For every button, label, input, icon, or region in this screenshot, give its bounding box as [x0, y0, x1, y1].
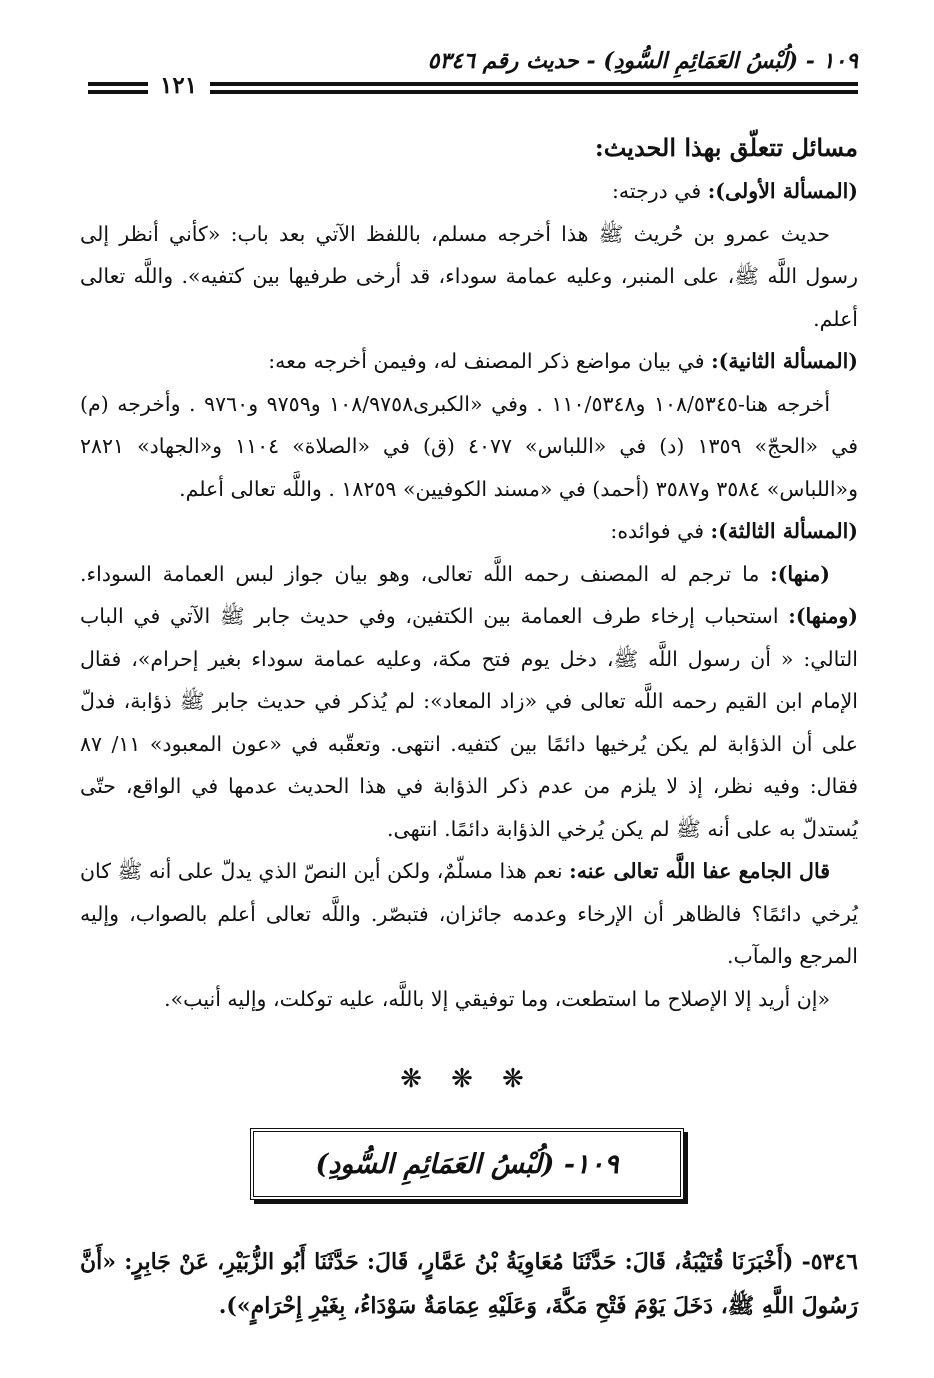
closing-quote: «إن أريد إلا الإصلاح ما استطعت، وما توفيقي إلا باللَّه، عليه توكلت، وإليه أنيب». [164, 986, 830, 1011]
hadith-text: ٥٣٤٦- (أَخْبَرَنَا قُتَيْبَةُ، قَالَ: حَدَّثَنَا مُعَاوِيَةُ بْنُ عَمَّارٍ، قَالَ: حَدَّثَنَا أَبُو الزُّبَيْرِ، عَنْ جَابِرٍ: «أَنَّ رَسُولَ اللَّهِ ﷺ، دَخَلَ يَوْمَ فَتْحِ مَكَّةَ، وَعَلَيْهِ عِمَامَةٌ سَوْدَاءُ، بِغَيْرِ إِحْرَامٍ»). [80, 1249, 858, 1319]
issue-heading: في فوائده: [610, 519, 711, 543]
benefit-text: استحباب إرخاء طرف العمامة بين الكتفين، وفي حديث جابر ﷺ الآتي في الباب التالي: « أن رسول اللَّه ﷺ، دخل يوم فتح مكة، وعليه عمامة سوداء بغير إحرام»، فقال الإمام ابن القيم رحمه اللَّه تعالى في «زاد المعاد»: لم يُذكر في حديث جابر ﷺ ذؤابة، فدلّ على أن الذؤابة لم يكن يُرخيها دائمًا بين كتفيه. انتهى. وتعقّبه في «عون المعبود» ١١/ ٨٧ فقال: وفيه نظر، إذ لا يلزم من عدم ذكر الذؤابة في هذا الحديث عدمها في الواقع، حتّى يُستدلّ به على أنه ﷺ لم يكن يُرخي الذؤابة دائمًا. انتهى. [80, 604, 858, 841]
hadith-text-block [80, 1240, 858, 1328]
issue-three-text [80, 553, 858, 851]
compiler-comment [80, 850, 858, 978]
header-rule [210, 90, 858, 94]
benefit-label: (منها): [770, 561, 830, 586]
issue-label: (المسألة الأولى): [707, 179, 858, 203]
issue-two-text: أخرجه هنا-١٠٨/٥٣٤٥ و١١٠/٥٣٤٨ . وفي «الكبرى١٠٨/٩٧٥٨ و٩٧٥٩ و٩٧٦٠ . وأخرجه (م) في «الحجّ» ١٣٥٩ (د) في «اللباس» ٤٠٧٧ (ق) في «الصلاة» ١١٠٤ و«الجهاد» ٢٨٢١ و«اللباس» ٣٥٨٤ و٣٥٨٧ (أحمد) في «مسند الكوفيين» ١٨٢٥٩ . واللَّه تعالى أعلم. [80, 391, 858, 501]
header-rule [88, 90, 148, 94]
benefit-label: (ومنها): [788, 604, 858, 628]
header-rule [210, 82, 858, 86]
header-rule [88, 82, 148, 86]
issue-two-heading [80, 340, 858, 383]
issue-label: (المسألة الثالثة): [710, 519, 858, 543]
main-text [80, 126, 858, 1020]
compiler-text: نعم هذا مسلّمٌ، ولكن أين النصّ الذي يدلّ على أنه ﷺ كان يُرخي دائمًا؟ فالظاهر أن الإرخاء وعدمه جائزان، فتبصّر. واللَّه تعالى أعلم بالصواب، وإليه المرجع والمآب. [80, 859, 858, 968]
running-title: ١٠٩ - (لُبْسُ العَمَائِمِ السُّودِ) - حديث رقم ٥٣٤٦ [427, 48, 858, 74]
issue-one-text: حديث عمرو بن حُريث ﷺ هذا أخرجه مسلم، باللفظ الآتي بعد باب: «كأني أنظر إلى رسول اللَّه ﷺ، على المنبر، وعليه عمامة سوداء، قد أرخى طرفيها بين كتفيه». واللَّه تعالى أعلم. [80, 221, 858, 331]
page-header [80, 44, 858, 104]
issue-heading: في درجته: [611, 179, 708, 203]
issue-three-heading [80, 510, 858, 553]
issue-label: (المسألة الثانية): [711, 349, 858, 373]
benefit-text: ما ترجم له المصنف رحمه اللَّه تعالى، وهو بيان جواز لبس العمامة السوداء. [80, 561, 771, 586]
issue-one-heading [80, 170, 858, 213]
section-ornament: ❋ ❋ ❋ [400, 1064, 534, 1094]
chapter-title: ١٠٩- (لُبْسُ العَمَائِمِ السُّودِ) [315, 1148, 619, 1180]
chapter-title-box [250, 1128, 684, 1200]
page-number: ١٢١ [160, 72, 198, 99]
section-title: مسائل تتعلّق بهذا الحديث: [594, 133, 858, 162]
issue-heading: في بيان مواضع ذكر المصنف له، وفيمن أخرجه معه: [268, 349, 712, 373]
compiler-label: قال الجامع عفا اللَّه تعالى عنه: [569, 859, 830, 883]
